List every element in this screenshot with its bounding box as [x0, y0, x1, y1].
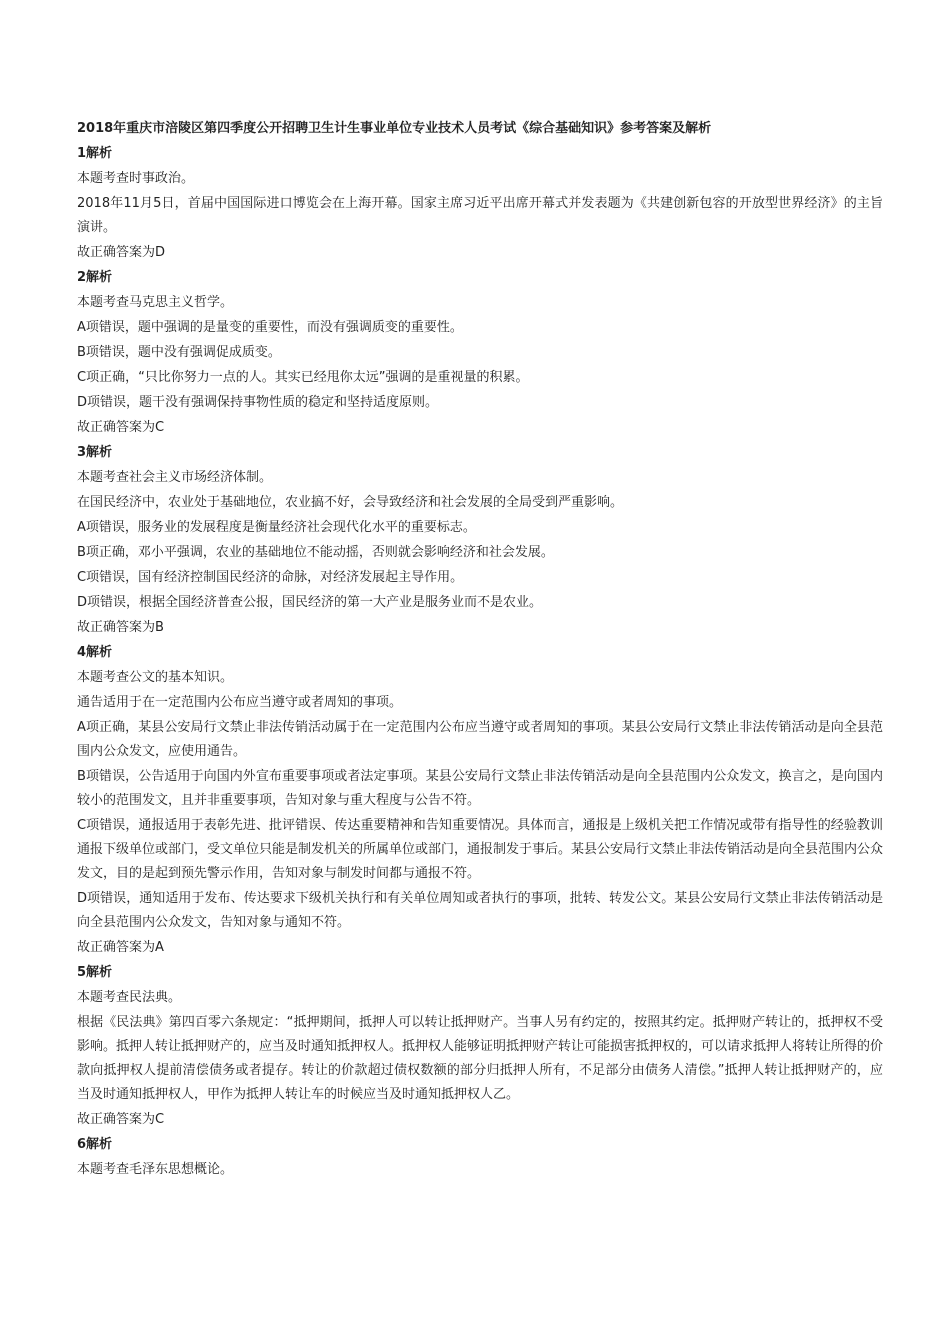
- section-heading: 6解析: [77, 1137, 113, 1152]
- section-heading: 1解析: [77, 146, 113, 161]
- answer-section: [77, 1133, 883, 1182]
- section-paragraph: C项错误，通报适用于表彰先进、批评错误、传达重要精神和告知重要情况。具体而言，通报是上级机关把工作情况或带有指导性的经验教训通报下级单位或部门，受文单位只能是制发机关的所属单位或部门，通报制发于事后。某县公安局行文禁止非法传销活动是向全县范围内公众发文，目的是起到预先警示作用，告知对象与制发时间都与通报不符。: [77, 818, 884, 881]
- section-paragraph: D项错误，根据全国经济普查公报，国民经济的第一大产业是服务业而不是农业。: [77, 595, 543, 610]
- answer-section: [77, 441, 883, 640]
- document-title: 2018年重庆市涪陵区第四季度公开招聘卫生计生事业单位专业技术人员考试《综合基础知识》参考答案及解析: [77, 121, 712, 136]
- section-paragraph: B项正确，邓小平强调，农业的基础地位不能动摇，否则就会影响经济和社会发展。: [77, 545, 554, 560]
- section-paragraph: 本题考查公文的基本知识。: [77, 670, 234, 685]
- section-paragraph: 2018年11月5日，首届中国国际进口博览会在上海开幕。国家主席习近平出席开幕式并发表题为《共建创新包容的开放型世界经济》的主旨演讲。: [77, 196, 883, 235]
- section-paragraph: 在国民经济中，农业处于基础地位，农业搞不好，会导致经济和社会发展的全局受到严重影响。: [77, 495, 624, 510]
- section-paragraph: 本题考查社会主义市场经济体制。: [77, 470, 273, 485]
- section-paragraph: 根据《民法典》第四百零六条规定：“抵押期间，抵押人可以转让抵押财产。当事人另有约定的，按照其约定。抵押财产转让的，抵押权不受影响。抵押人转让抵押财产的，应当及时通知抵押权人。抵押权人能够证明抵押财产转让可能损害抵押权的，可以请求抵押人将转让所得的价款向抵押权人提前清偿债务或者提存。转让的价款超过债权数额的部分归抵押人所有，不足部分由债务人清偿。”抵押人转让抵押财产的，应当及时通知抵押权人，甲作为抵押人转让车的时候应当及时通知抵押权人乙。: [77, 1015, 884, 1102]
- section-paragraph: A项正确，某县公安局行文禁止非法传销活动属于在一定范围内公布应当遵守或者周知的事项。某县公安局行文禁止非法传销活动是向全县范围内公众发文，应使用通告。: [77, 720, 883, 759]
- section-paragraph: 通告适用于在一定范围内公布应当遵守或者周知的事项。: [77, 695, 403, 710]
- section-paragraph: 故正确答案为C: [77, 420, 165, 435]
- section-paragraph: 故正确答案为A: [77, 940, 164, 955]
- section-paragraph: 本题考查毛泽东思想概论。: [77, 1162, 234, 1177]
- section-paragraph: 故正确答案为B: [77, 620, 164, 635]
- section-heading: 5解析: [77, 965, 113, 980]
- section-heading: 4解析: [77, 645, 113, 660]
- section-paragraph: C项错误，国有经济控制国民经济的命脉，对经济发展起主导作用。: [77, 570, 464, 585]
- section-paragraph: 本题考查时事政治。: [77, 171, 195, 186]
- section-paragraph: D项错误，题干没有强调保持事物性质的稳定和坚持适度原则。: [77, 395, 439, 410]
- section-paragraph: 本题考查民法典。: [77, 990, 182, 1005]
- section-paragraph: A项错误，服务业的发展程度是衡量经济社会现代化水平的重要标志。: [77, 520, 476, 535]
- section-paragraph: B项错误，公告适用于向国内外宣布重要事项或者法定事项。某县公安局行文禁止非法传销活动是向全县范围内公众发文，换言之，是向国内较小的范围发文，且并非重要事项，告知对象与重大程度与公告不符。: [77, 769, 883, 808]
- document-page: [77, 117, 883, 1183]
- section-paragraph: A项错误，题中强调的是量变的重要性，而没有强调质变的重要性。: [77, 320, 463, 335]
- answer-section: [77, 142, 883, 265]
- section-paragraph: B项错误，题中没有强调促成质变。: [77, 345, 281, 360]
- section-paragraph: 故正确答案为C: [77, 1112, 165, 1127]
- section-paragraph: D项错误，通知适用于发布、传达要求下级机关执行和有关单位周知或者执行的事项，批转、转发公文。某县公安局行文禁止非法传销活动是向全县范围内公众发文，告知对象与通知不符。: [77, 891, 883, 930]
- answer-section: [77, 266, 883, 440]
- sections-container: [77, 142, 883, 1182]
- answer-section: [77, 641, 883, 960]
- answer-section: [77, 961, 883, 1132]
- section-heading: 3解析: [77, 445, 113, 460]
- section-paragraph: 本题考查马克思主义哲学。: [77, 295, 234, 310]
- section-heading: 2解析: [77, 270, 113, 285]
- section-paragraph: 故正确答案为D: [77, 245, 166, 260]
- section-paragraph: C项正确，“只比你努力一点的人。其实已经甩你太远”强调的是重视量的积累。: [77, 370, 529, 385]
